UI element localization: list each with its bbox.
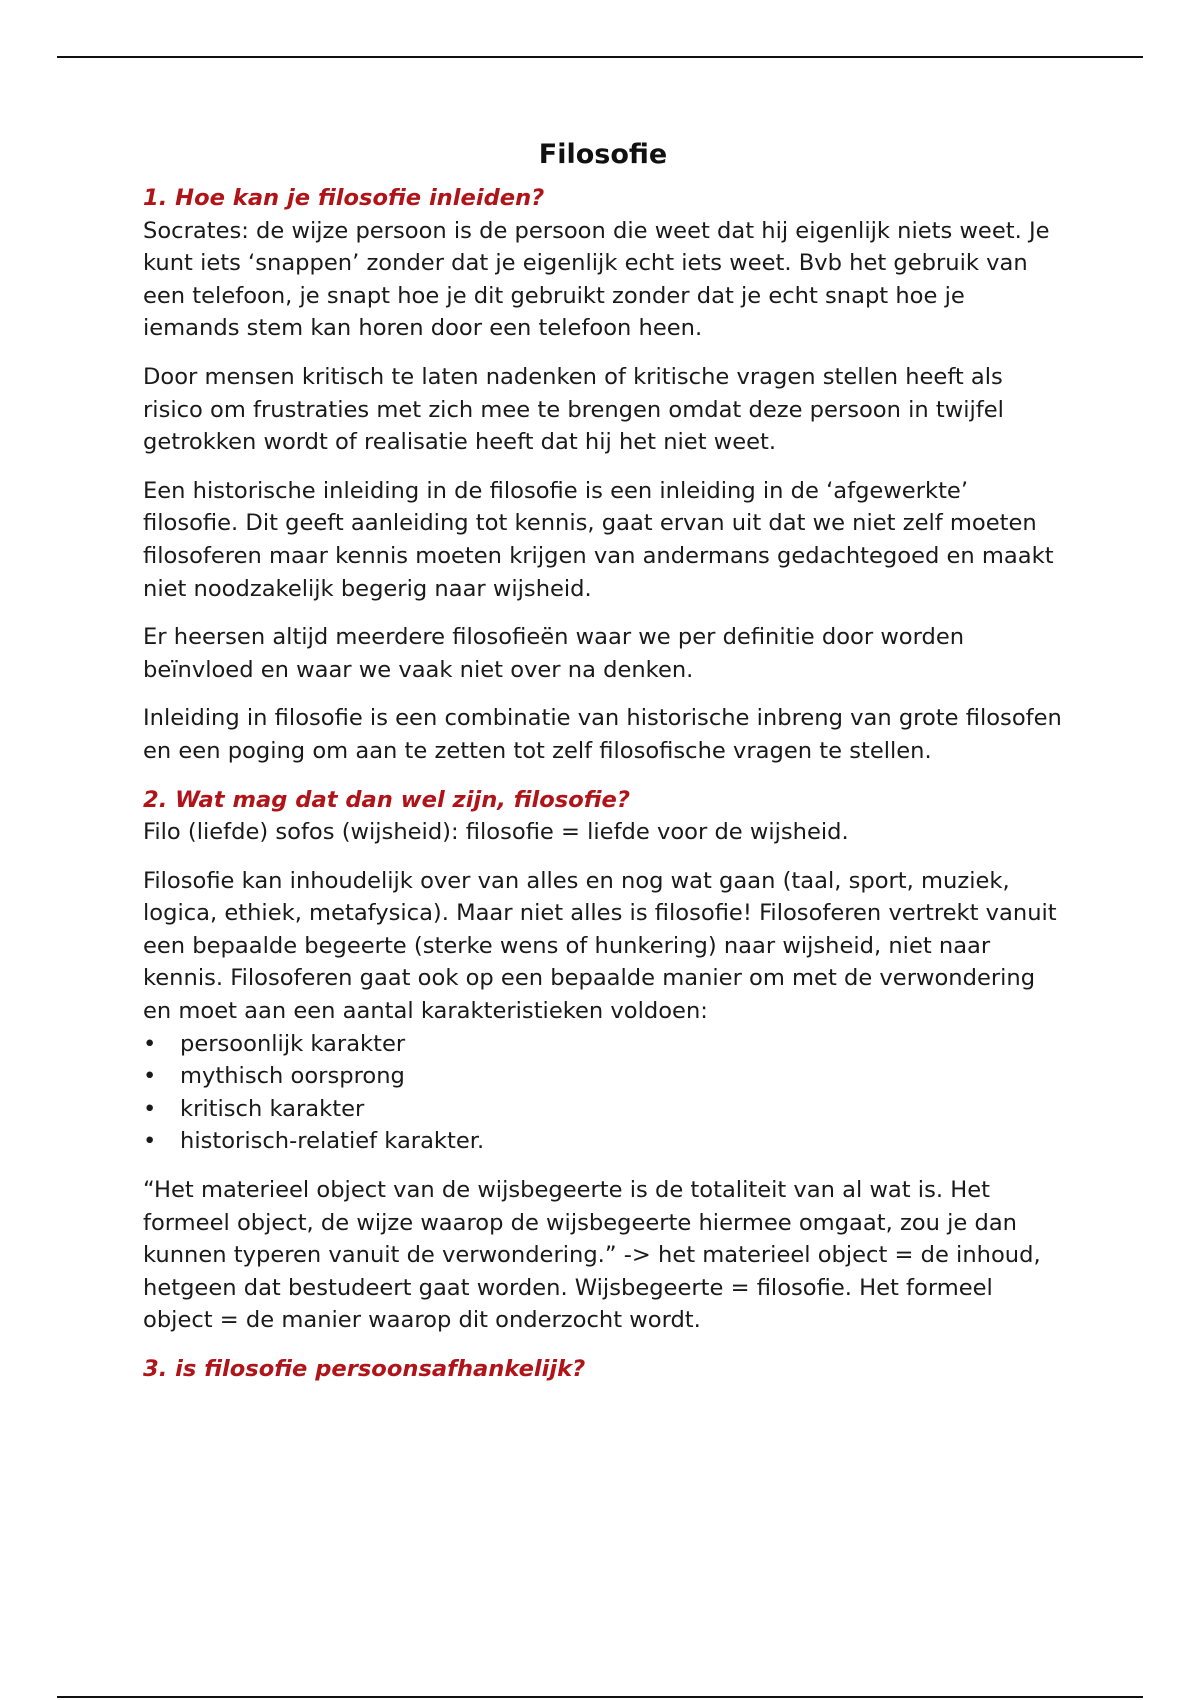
document-body: [143, 136, 1063, 1386]
characteristics-list: [143, 1028, 1063, 1158]
section-heading-1: 1. Hoe kan je filosofie inleiden?: [143, 185, 545, 211]
list-item-text: kritisch karakter: [180, 1095, 365, 1122]
section-2-closing-paragraph: “Het materieel object van de wijsbegeerte is de totaliteit van al wat is. Het formeel object, de wijze waarop de wijsbegeerte hiermee omgaat, zou je dan kunnen typeren vanuit de verwondering.” -> het materieel object = de inhoud, hetgeen dat bestudeert gaat worden. Wijsbegeerte = filosofie. Het formeel object = de manier waarop dit onderzocht wordt.: [143, 1177, 1041, 1334]
section-2-paragraph-1: Filo (liefde) sofos (wijsheid): filosofie = liefde voor de wijsheid.: [143, 819, 849, 846]
list-item-text: historisch-relatief karakter.: [180, 1128, 485, 1155]
section-heading-2: 2. Wat mag dat dan wel zijn, filosofie?: [143, 786, 630, 813]
page-title: Filosofie: [538, 139, 668, 170]
section-1-paragraph-2: Door mensen kritisch te laten nadenken of kritische vragen stellen heeft als risico om frustraties met zich mee te brengen omdat deze persoon in twijfel getrokken wordt of realisatie heeft dat hij het niet weet.: [143, 363, 1004, 456]
bullet-icon: •: [143, 1030, 157, 1057]
list-item: [143, 1060, 1063, 1093]
list-item: [143, 1125, 1063, 1158]
section-1-paragraph-4: Er heersen altijd meerdere filosofieën waar we per definitie door worden beïnvloed en waar we vaak niet over na denken.: [143, 624, 965, 683]
section-2-paragraph-2: Filosofie kan inhoudelijk over van alles en nog wat gaan (taal, sport, muziek, logica, ethiek, metafysica). Maar niet alles is filosofie! Filosoferen vertrekt vanuit een bepaalde begeerte (sterke wens of hunkering) naar wijsheid, niet naar kennis. Filosoferen gaat ook op een bepaalde manier om met de verwondering en moet aan een aantal karakteristieken voldoen:: [143, 867, 1057, 1025]
section-1-paragraph-5: Inleiding in filosofie is een combinatie van historische inbreng van grote filosofen en een poging om aan te zetten tot zelf filosofische vragen te stellen.: [143, 705, 1062, 764]
section-1-paragraph-1: Socrates: de wijze persoon is de persoon die weet dat hij eigenlijk niets weet. Je kunt iets ‘snappen’ zonder dat je eigenlijk echt iets weet. Bvb het gebruik van een telefoon, je snapt hoe je dit gebruikt zonder dat je echt snapt hoe je iemands stem kan horen door een telefoon heen.: [143, 217, 1050, 342]
bullet-icon: •: [143, 1095, 157, 1122]
bullet-icon: •: [143, 1128, 157, 1155]
bottom-rule: [57, 1696, 1143, 1698]
list-item-text: mythisch oorsprong: [180, 1063, 405, 1090]
list-item: [143, 1028, 1063, 1061]
bullet-icon: •: [143, 1063, 157, 1090]
list-item-text: persoonlijk karakter: [180, 1030, 406, 1057]
section-1-paragraph-3: Een historische inleiding in de filosofie is een inleiding in de ‘afgewerkte’ filosofie. Dit geeft aanleiding tot kennis, gaat ervan uit dat we niet zelf moeten filosoferen maar kennis moeten krijgen van andermans gedachtegoed en maakt niet noodzakelijk begerig naar wijsheid.: [143, 477, 1054, 602]
section-heading-3: 3. is filosofie persoonsafhankelijk?: [143, 1356, 586, 1382]
list-item: [143, 1093, 1063, 1126]
top-rule: [57, 56, 1143, 58]
